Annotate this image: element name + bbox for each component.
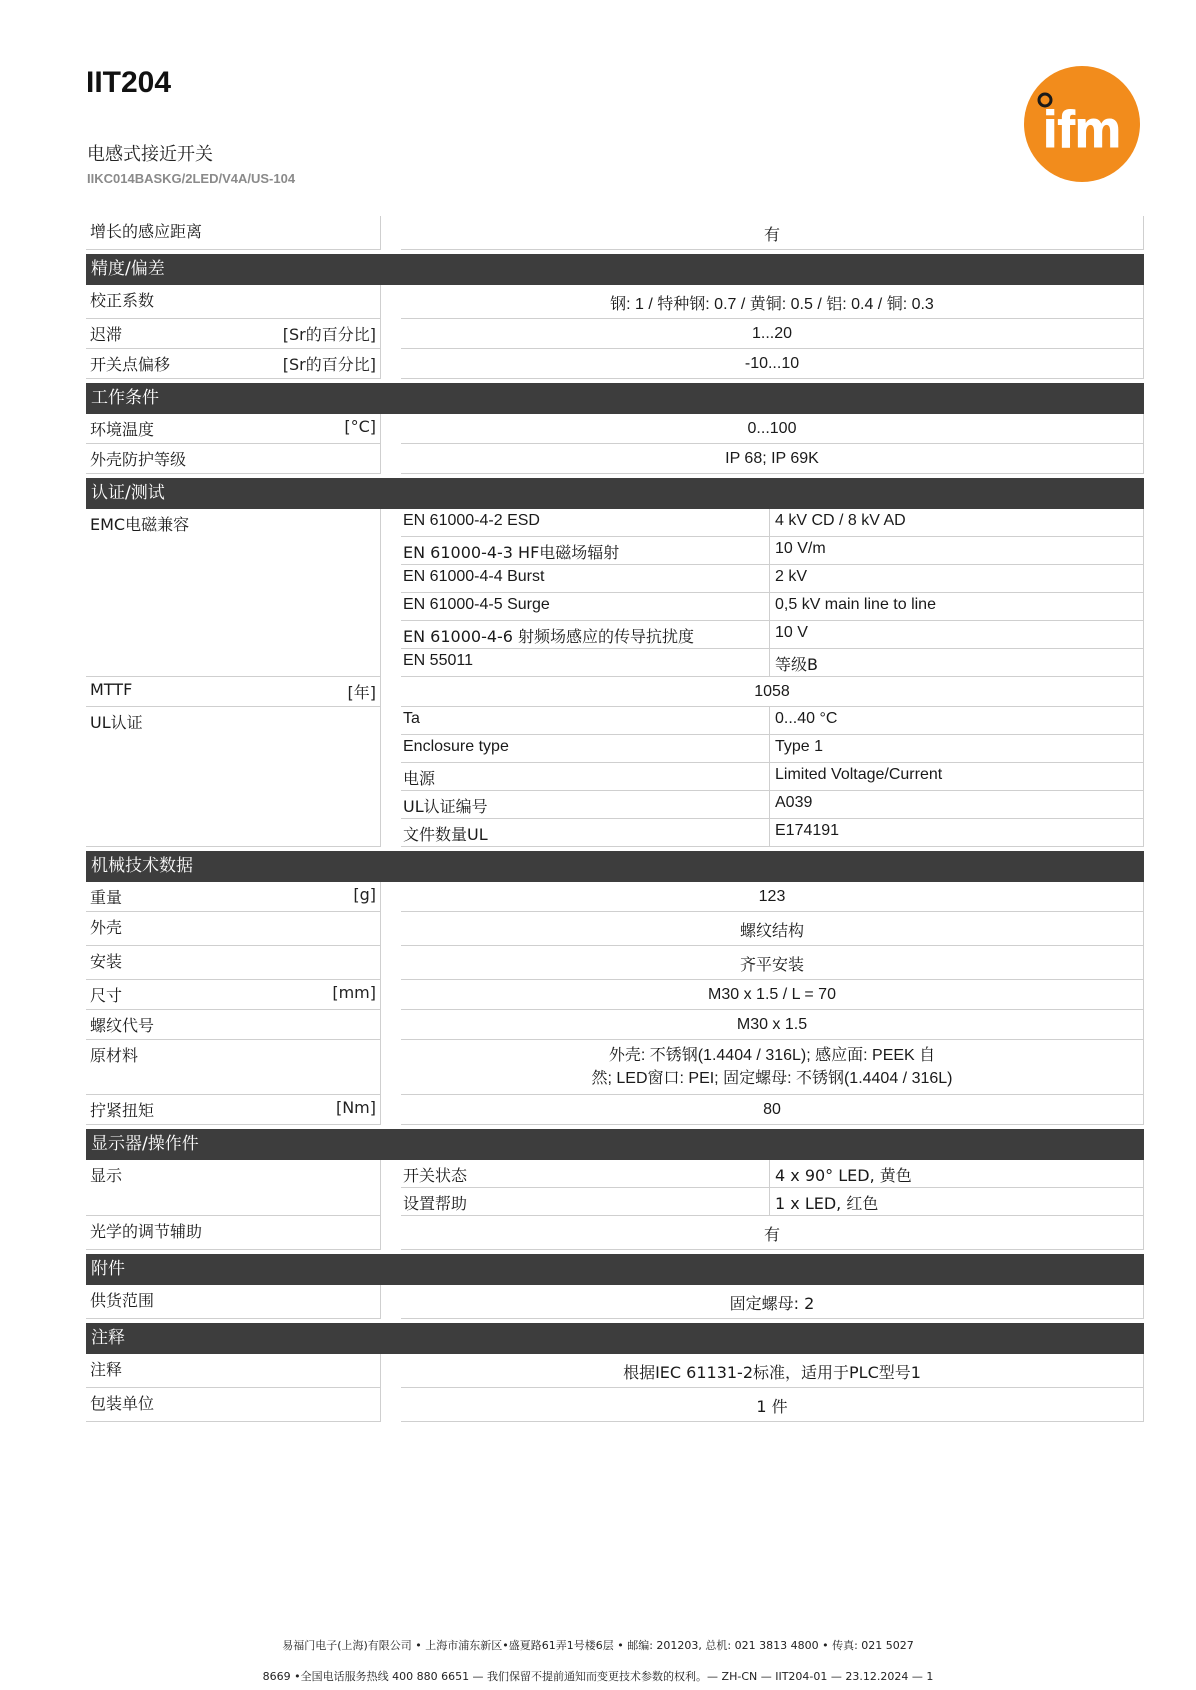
cell-text: Limited Voltage/Current	[770, 763, 1144, 791]
spec-row	[86, 285, 1144, 319]
spec-row	[86, 980, 1144, 1010]
spec-row	[86, 1216, 1144, 1250]
cell-text: [Nm]	[335, 1098, 376, 1117]
cell-text: Enclosure type	[401, 735, 770, 763]
cell-text: IP 68; IP 69K	[401, 444, 1144, 474]
section-accuracy: 精度/偏差	[86, 254, 1144, 285]
cell-text: 尺寸	[90, 986, 123, 1005]
cell-text: UL认证编号	[401, 791, 770, 819]
cell-text: 钢: 1 / 特种钢: 0.7 / 黄铜: 0.5 / 铝: 0.4 / 铜: 0.3	[401, 285, 1144, 319]
cell-text: 重量	[90, 888, 123, 907]
cell-text: 外壳	[90, 918, 123, 937]
cell-text: 然; LED窗口: PEI; 固定螺母: 不锈钢(1.4404 / 316L)	[591, 1070, 953, 1087]
cell-text: 1058	[401, 677, 1144, 707]
cell-text: EN 55011	[401, 649, 770, 677]
cell-text: 80	[401, 1095, 1144, 1125]
spec-row	[86, 216, 1144, 250]
spec-row	[86, 1354, 1144, 1388]
product-code: IIKC014BASKG/2LED/V4A/US-104	[87, 171, 296, 186]
cell-text: 2 kV	[770, 565, 1144, 593]
cell-text: [Sr的百分比]	[282, 355, 376, 374]
spec-row	[86, 946, 1144, 980]
spec-row-material	[86, 1040, 1144, 1095]
section-accessories: 附件	[86, 1254, 1144, 1285]
spec-row	[86, 912, 1144, 946]
cell-text: EMC电磁兼容	[90, 515, 190, 534]
cell-text: 供货范围	[90, 1291, 155, 1310]
cell-text: 迟滞	[90, 325, 123, 344]
cell-text: Ta	[401, 707, 770, 735]
cell-text: EN 61000-4-2 ESD	[401, 509, 770, 537]
cell-text: 123	[401, 882, 1144, 912]
cell-text: EN 61000-4-6 射频场感应的传导抗扰度	[401, 621, 770, 649]
cell-text: 0...100	[401, 414, 1144, 444]
cell-text: 开关点偏移	[90, 355, 171, 374]
cell-text: [年]	[347, 683, 376, 702]
cell-text: M30 x 1.5	[401, 1010, 1144, 1040]
cell-text: [g]	[353, 885, 376, 904]
spec-row	[86, 1010, 1144, 1040]
cell-text: MTTF	[90, 680, 133, 699]
cell-text: 外壳: 不锈钢(1.4404 / 316L); 感应面: PEEK 自	[608, 1047, 936, 1064]
cell-text: Type 1	[770, 735, 1144, 763]
section-mechanical: 机械技术数据	[86, 851, 1144, 882]
cell-text: 0...40 °C	[770, 707, 1144, 735]
cell-text: 1...20	[401, 319, 1144, 349]
cell-text: 10 V/m	[770, 537, 1144, 565]
cell-text: 有	[401, 1216, 1144, 1250]
footer-line-2: 8669 •全国电话服务热线 400 880 6651 — 我们保留不提前通知而变更技术参数的权利。— ZH-CN — IIT204-01 — 23.12.2024 — 1	[262, 1670, 934, 1683]
cell-text: E174191	[770, 819, 1144, 847]
cell-text: M30 x 1.5 / L = 70	[401, 980, 1144, 1010]
cell-text: [Sr的百分比]	[282, 325, 376, 344]
logo-text: ifm	[1043, 101, 1121, 159]
spec-row-ul	[86, 707, 1144, 847]
section-approvals: 认证/测试	[86, 478, 1144, 509]
cell-text: 校正系数	[90, 291, 155, 310]
cell-text: 0,5 kV main line to line	[770, 593, 1144, 621]
cell-text: 10 V	[770, 621, 1144, 649]
cell-text: 显示	[90, 1166, 123, 1185]
cell-text: 外壳防护等级	[90, 450, 187, 469]
cell-text: 环境温度	[90, 420, 155, 439]
spec-row	[86, 1285, 1144, 1319]
cell-text: [mm]	[332, 983, 376, 1002]
section-operating: 工作条件	[86, 383, 1144, 414]
cell-text: 安装	[90, 952, 123, 971]
cell-text: 原材料	[90, 1046, 139, 1065]
spec-row	[86, 414, 1144, 444]
row-label: 增长的感应距离	[90, 222, 203, 241]
product-subtitle: 电感式接近开关	[87, 144, 213, 165]
spec-table	[86, 216, 1144, 1422]
cell-text: 固定螺母: 2	[401, 1285, 1144, 1319]
cell-text: EN 61000-4-3 HF电磁场辐射	[401, 537, 770, 565]
spec-row	[86, 1388, 1144, 1422]
cell-text: 等级B	[770, 649, 1144, 677]
cell-text: 螺纹结构	[401, 912, 1144, 946]
cell-text: A039	[770, 791, 1144, 819]
cell-text: 光学的调节辅助	[90, 1222, 203, 1241]
cell-text: 拧紧扭矩	[90, 1101, 155, 1120]
ifm-logo	[1023, 65, 1141, 183]
cell-text: 1 x LED, 红色	[770, 1188, 1144, 1216]
footer-line-1: 易福门电子(上海)有限公司 • 上海市浦东新区•盛夏路61弄1号楼6层 • 邮编: 201203, 总机: 021 3813 4800 • 传真: 021 5027	[282, 1639, 914, 1652]
cell-text: 齐平安装	[401, 946, 1144, 980]
spec-row-emc	[86, 509, 1144, 677]
spec-row	[86, 349, 1144, 379]
cell-text: UL认证	[90, 713, 143, 732]
cell-text: 开关状态	[401, 1160, 770, 1188]
cell-text: 文件数量UL	[401, 819, 770, 847]
spec-row	[86, 319, 1144, 349]
cell-text: 1 件	[401, 1388, 1144, 1422]
spec-row	[86, 1095, 1144, 1125]
spec-row-display	[86, 1160, 1144, 1216]
section-notes: 注释	[86, 1323, 1144, 1354]
cell-text: 根据IEC 61131-2标准，适用于PLC型号1	[401, 1354, 1144, 1388]
cell-text: 电源	[401, 763, 770, 791]
cell-text: EN 61000-4-5 Surge	[401, 593, 770, 621]
cell-text: 注释	[90, 1360, 123, 1379]
cell-text: 包装单位	[90, 1394, 155, 1413]
spec-row	[86, 444, 1144, 474]
cell-text: 螺纹代号	[90, 1016, 155, 1035]
section-display: 显示器/操作件	[86, 1129, 1144, 1160]
product-title: IIT204	[86, 66, 172, 99]
cell-text: [°C]	[344, 417, 376, 436]
cell-text: -10...10	[401, 349, 1144, 379]
spec-row	[86, 882, 1144, 912]
cell-text: EN 61000-4-4 Burst	[401, 565, 770, 593]
cell-text: 设置帮助	[401, 1188, 770, 1216]
row-value: 有	[401, 216, 1144, 250]
spec-row-mttf	[86, 677, 1144, 707]
cell-text: 4 x 90° LED, 黄色	[770, 1160, 1144, 1188]
cell-text: 4 kV CD / 8 kV AD	[770, 509, 1144, 537]
